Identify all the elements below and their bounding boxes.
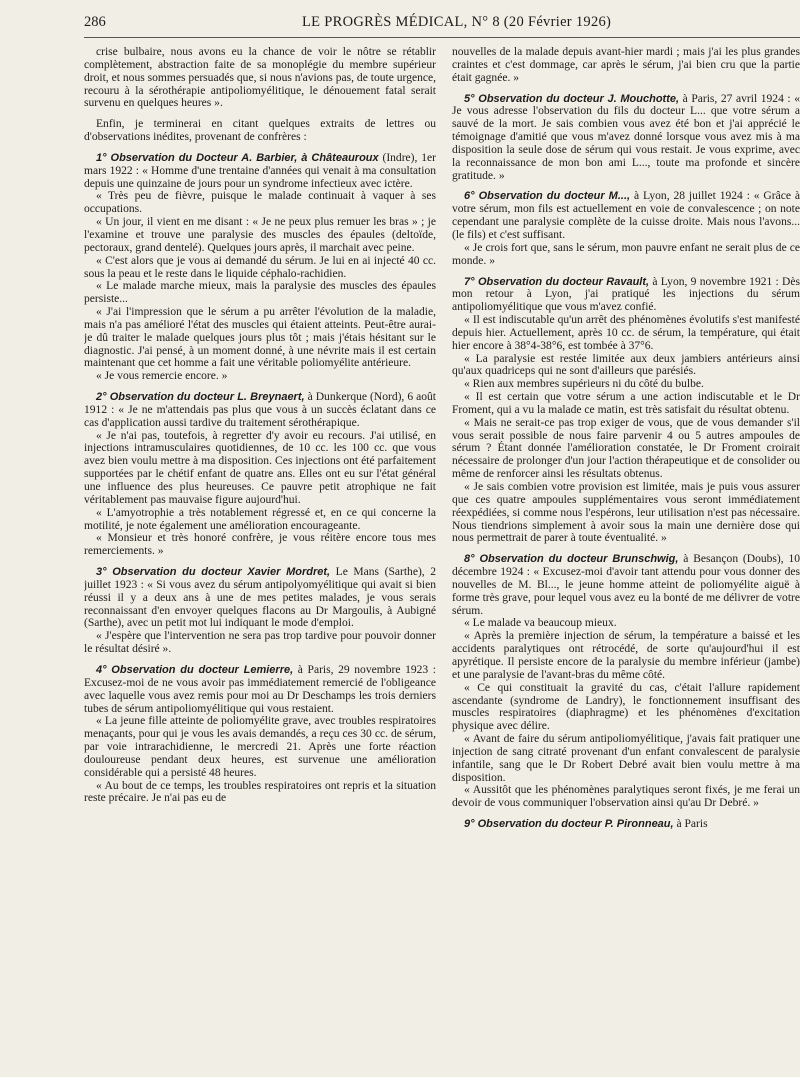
paragraph-text: « Il est indiscutable qu'un arrêt des phénomènes évolutifs s'est manifesté depuis hier. Actuellement, après 10 cc. de sérum, la température, qui était hier encore à 38°4-38°6, est tombée à 37°6.: [452, 314, 800, 352]
paragraph-text: « Je vous remercie encore. »: [96, 370, 228, 383]
header-rule: [84, 37, 800, 38]
observation-heading: 3° Observation du docteur Xavier Mordret,: [96, 566, 331, 579]
observation-heading: 7° Observation du docteur Ravault,: [464, 275, 650, 288]
paragraph-text: « L'amyotrophie a très notablement régressé et, en ce qui concerne la motilité, je note également une amélioration encourageante.: [84, 506, 436, 532]
paragraph: [84, 118, 436, 144]
paragraph-text: à Lyon, 9 novembre 1921 : Dès mon retour à Lyon, j'ai pratiqué les injections du sérum antipoliomyélitique que vous m'avez confié.: [452, 275, 800, 314]
paragraph-text: « Ce qui constituait la gravité du cas, c'était l'allure rapidement ascendante (syndrome de Landry), le fonctionnement insuffisant des muscles respiratoires (diaphragme) et les phénomènes d'excitation physique avec délire.: [452, 681, 800, 733]
paragraph-text: « Aussitôt que les phénomènes paralytiques seront fixés, je me ferai un devoir de vous communiquer l'observation ainsi qu'au Dr Debré. »: [452, 784, 800, 810]
paragraph-text: à Besançon (Doubs), 10 décembre 1924 : « Excusez-moi d'avoir tant attendu pour vous donner des nouvelles de M. Bl..., le jeune homme atteint de poliomyélite aiguë à forme très grave, pour lequel vous avez eu la bonté de me délivrer de votre sérum.: [452, 553, 800, 617]
paragraph-text: « Un jour, il vient en me disant : « Je ne peux plus remuer les bras » ; je l'examine et trouve une paralysie des muscles des épaules (deltoïde, pectoraux, grand dentelé). Quelques jours après, il marchait avec peine.: [84, 216, 436, 254]
paragraph: [84, 46, 436, 110]
page-header: [84, 14, 800, 36]
observation-paragraph: [84, 664, 436, 715]
observation-paragraph: [452, 190, 800, 241]
paragraph: [84, 216, 436, 255]
paragraph-text: à Dunkerque (Nord), 6 août 1912 : « Je ne m'attendais pas plus que vous à un succès éclatant dans ce cas d'application aussi tardive du traitement sérothérapique.: [84, 391, 436, 429]
paragraph: [452, 417, 800, 481]
observation-heading: 4° Observation du docteur Lemierre,: [96, 663, 294, 676]
observation-paragraph: [84, 566, 436, 630]
observation-paragraph: [452, 93, 800, 183]
observation-paragraph: [84, 391, 436, 430]
paragraph-text: « Il est certain que votre sérum a une action indiscutable et le Dr Froment, qui a vu la malade ce matin, est très satisfait du résultat obtenu.: [452, 391, 800, 416]
paragraph: [84, 280, 436, 306]
paragraph: [452, 481, 800, 545]
paragraph: [452, 784, 800, 810]
paragraph-text: « Après la première injection de sérum, la température a baissé et les accidents paralytiques ont rétrocédé, de sorte qu'aujourd'hui il est apyrétique. Il persiste encore de la paralysie du membre inférieur (jambe) et une paralysie de l'avant-bras du même côté.: [452, 630, 800, 681]
paragraph: [84, 370, 436, 383]
paragraph: [84, 255, 436, 281]
observation-heading: 2° Observation du docteur L. Breynaert,: [96, 391, 305, 404]
paragraph: [84, 715, 436, 779]
paragraph: [84, 190, 436, 216]
paragraph: [452, 242, 800, 268]
paragraph: [452, 617, 800, 630]
observation-paragraph: [452, 553, 800, 617]
paragraph: [84, 532, 436, 558]
paragraph-text: à Paris, 27 avril 1924 : « Je vous adresse l'observation du fils du docteur L... que votre sérum a sauvé de la mort. Je sais combien vous avez été bon et j'ai apprécié le témoignage d'amitié que vous m'avez donné lorsque vous avez mis à ma disposition la seule dose de sérum qui vous restait. Je vous exprime, avec la reconnaissance de mon bon ami L..., toute ma profonde et sincère gratitude. »: [452, 92, 800, 182]
paragraph-text: « Je n'ai pas, toutefois, à regretter d'y avoir eu recours. J'ai utilisé, en injections intramusculaires quotidiennes, de 10 cc. les 100 cc. que vous avez bien voulu mettre à ma disposition. Ces injections ont été parfaitement supportées par le chétif enfant de quatre ans. Elles ont eu sur l'état général une influence des plus heureuses. Ce pauvre petit atrophique ne fait véritablement pas mauvaise figure aujourd'hui.: [84, 429, 436, 506]
paragraph: [452, 46, 800, 85]
paragraph-text: « La jeune fille atteinte de poliomyélite grave, avec troubles respiratoires menaçants, pour qui je vous les avais demandés, a reçu ces 30 cc. de sérum, par voie intrarachidienne, le mercredi 21. Après une forte réaction douloureuse pendant deux heures, est survenue une amélioration considérable qui a persisté 48 heures.: [84, 715, 436, 779]
paragraph-text: à Paris, 29 novembre 1923 : Excusez-moi de ne vous avoir pas immédiatement remercié de l'obligeance avec laquelle vous avez remis pour moi au Dr Deschamps les trois derniers tubes de sérum antipoliomyélitique qui vous restaient.: [84, 663, 436, 715]
paragraph-text: « Le malade marche mieux, mais la paralysie des muscles des épaules persiste...: [84, 280, 436, 306]
observation-heading: 5° Observation du docteur J. Mouchotte,: [464, 92, 680, 105]
paragraph-text: « J'ai l'impression que le sérum a pu arrêter l'évolution de la maladie, mais n'a pas amélioré l'état des muscles qui étaient atteints. Peut-être aurai-je dû traiter le malade quelques jours plus tôt ; mais j'étais hésitant sur le diagnostic. J'ai pensé, à un moment donné, à une névrite mais il est certain maintenant que cet homme a fait une véritable poliomyélite antérieure.: [84, 306, 436, 370]
paragraph: [84, 630, 436, 656]
page-number: 286: [84, 14, 106, 30]
paragraph-text: « Très peu de fièvre, puisque le malade continuait à vaquer à ses occupations.: [84, 190, 436, 216]
paragraph: [84, 306, 436, 370]
paragraph-text: « Avant de faire du sérum antipoliomyélitique, j'avais fait pratiquer une injection de sang citraté provenant d'un enfant convalescent de paralysie infantile, sang que le Dr Robert Debré avait bien voulu mettre à ma disposition.: [452, 733, 800, 784]
right-column: [452, 46, 800, 1068]
paragraph-text: « Rien aux membres supérieurs ni du côté du bulbe.: [464, 378, 704, 391]
paragraph-text: à Paris: [673, 818, 708, 831]
paragraph: [452, 391, 800, 417]
paragraph-text: « Monsieur et très honoré confrère, je vous réitère encore tous mes remerciements. »: [84, 532, 436, 558]
paragraph: [84, 430, 436, 507]
paragraph-text: « Mais ne serait-ce pas trop exiger de vous, que de vous demander s'il vous serait possible de nous faire parvenir 4 ou 5 autres ampoules de sérum ? Étant donnée l'amélioration constatée, le Dr Froment croirait nécessaire de prolonger d'un jour l'action thérapeutique et de consolider ou même de renforcer ainsi les résultats obtenus.: [452, 416, 800, 481]
paragraph-text: (Indre), 1er mars 1922 : « Homme d'une trentaine d'années qui venait à ma consultation depuis une quinzaine de jours pour un syndrome infectieux avec ictère.: [84, 151, 436, 190]
paragraph-text: « Je crois fort que, sans le sérum, mon pauvre enfant ne serait plus de ce monde. »: [452, 241, 800, 267]
paragraph-text: crise bulbaire, nous avons eu la chance de voir le nôtre se rétablir complètement, abstraction faite de sa monoplégie du membre supérieur droit, et nous sommes persuadés que, si nous n'avions pas, de toute urgence, recouru à la sérothérapie antipoliomyélitique, le dénouement fatal serait survenu en quelques heures ».: [84, 46, 436, 110]
paragraph-text: « C'est alors que je vous ai demandé du sérum. Je lui en ai injecté 40 cc. sous la peau et le reste dans le liquide céphalo-rachidien.: [84, 254, 436, 280]
paragraph-text: « Je sais combien votre provision est limitée, mais je puis vous assurer que ces quatre ampoules supplémentaires vous seront immédiatement réexpédiées, si comme nous l'espérons, leur utilisation n'est pas nécessaire. Nous tiendrions simplement à avoir sous la main une dernière dose qui nous permettrait de parer à toute éventualité. »: [452, 481, 800, 545]
paragraph-text: Enfin, je terminerai en citant quelques extraits de lettres ou d'observations inédites, provenant de confrères :: [84, 118, 436, 144]
left-column: [84, 46, 436, 1068]
paragraph: [452, 630, 800, 681]
paragraph-text: « La paralysie est restée limitée aux deux jambiers antérieurs ainsi qu'aux quadriceps qui ne sont d'ailleurs que parésiés.: [452, 352, 800, 378]
paragraph-text: « Au bout de ce temps, les troubles respiratoires ont repris et la situation reste précaire. Je n'ai pas eu de: [84, 779, 436, 805]
paragraph-text: Le Mans (Sarthe), 2 juillet 1923 : « Si vous avez du sérum antipolyomyélitique qui avait si bien réussi il y a deux ans à une de mes petites malades, je vous serais reconnaissant d'en envoyer quelques flacons au Dr Margoulis, à Aubigné (Sarthe), avec un petit mot lui indiquant le mode d'emploi.: [84, 566, 436, 630]
observation-paragraph: [84, 152, 436, 191]
running-title: LE PROGRÈS MÉDICAL, N° 8 (20 Février 1926): [302, 14, 612, 30]
paragraph: [452, 353, 800, 379]
paragraph: [452, 733, 800, 784]
paragraph-text: « J'espère que l'intervention ne sera pas trop tardive pour pouvoir donner le résultat désiré ».: [84, 630, 436, 656]
observation-heading: 6° Observation du docteur M...,: [464, 190, 631, 203]
paragraph-text: nouvelles de la malade depuis avant-hier mardi ; mais j'ai les plus grandes craintes et c'est dommage, car après le sérum, j'ai bien cru que la partie était gagnée. »: [452, 46, 800, 84]
paragraph: [452, 682, 800, 733]
observation-paragraph: [452, 818, 800, 831]
paragraph: [84, 507, 436, 533]
observation-heading: 9° Observation du docteur P. Pironneau,: [464, 818, 674, 831]
paragraph: [84, 780, 436, 806]
observation-heading: 1° Observation du Docteur A. Barbier, à Châteauroux: [96, 151, 379, 164]
paragraph-text: à Lyon, 28 juillet 1924 : « Grâce à votre sérum, mon fils est actuellement en voie de convalescence ; on note cependant une paralysie complète de la cuisse droite. Mais nous l'avons... (le fils) et c'est suffisant.: [452, 190, 800, 241]
observation-paragraph: [452, 276, 800, 315]
paragraph-text: « Le malade va beaucoup mieux.: [464, 617, 617, 630]
paragraph: [452, 314, 800, 353]
paragraph: [452, 378, 800, 391]
observation-heading: 8° Observation du docteur Brunschwig,: [464, 553, 679, 566]
